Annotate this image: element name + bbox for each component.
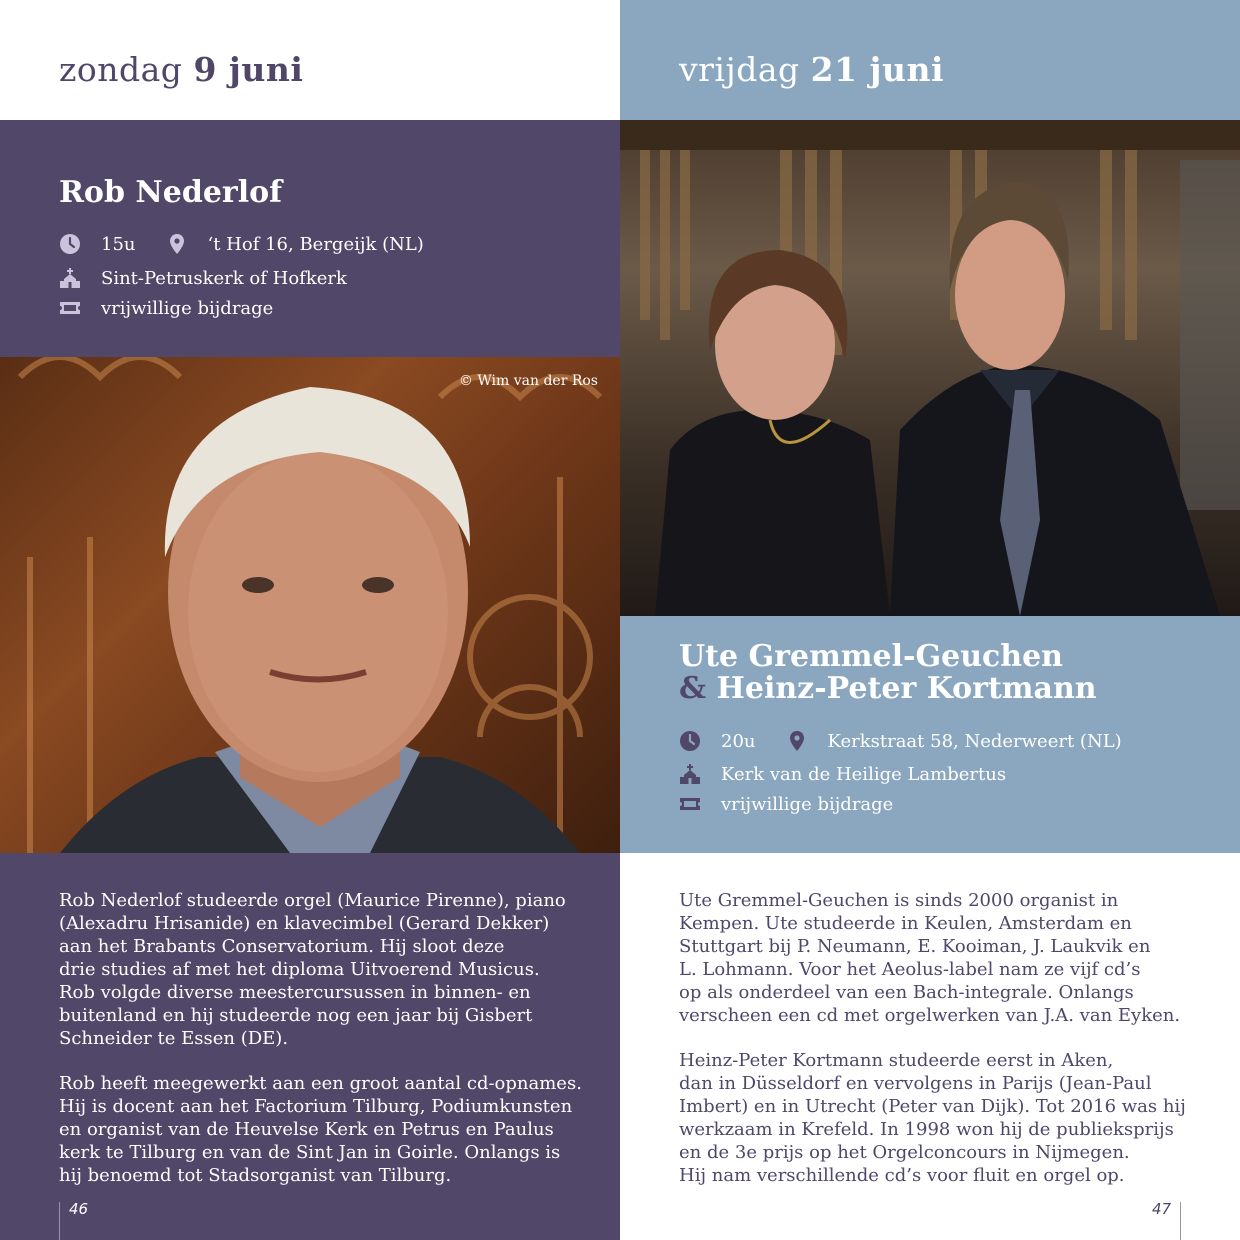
rob-nederlof-portrait [0, 357, 620, 853]
left-bio-block [0, 853, 620, 1240]
left-venue-row [59, 265, 347, 291]
right-venue: Kerk van de Heilige Lambertus [721, 763, 1007, 785]
clock-icon [59, 233, 81, 255]
ticket-icon [679, 793, 701, 815]
location-pin-icon [166, 233, 188, 255]
right-bio-paragraph-2: Heinz-Peter Kortmann studeerde eerst in Aken, dan in Düsseldorf en vervolgens in Parijs (Jean-Paul Imbert) en in Utrecht (Peter van Dijk). Tot 2016 was hij werkzaam in Krefeld. In 1998 won hij de publieksprijs en de 3e prijs op het Orgelconcours in Nijmegen. Hij nam verschillende cd’s voor fluit en orgel op. [679, 1050, 1186, 1186]
left-date: zondag 9 juni [59, 50, 304, 89]
left-address: ‘t Hof 16, Bergeijk (NL) [207, 233, 424, 255]
right-performer-1: Ute Gremmel-Geuchen [679, 639, 1063, 674]
clock-icon [679, 730, 701, 752]
duo-photo [620, 120, 1240, 616]
right-page-number: 47 [1152, 1200, 1172, 1218]
ampersand: & [679, 671, 707, 706]
right-date: vrijdag 21 juni [679, 50, 945, 89]
left-bio-paragraph-2: Rob heeft meegewerkt aan een groot aantal cd-opnames. Hij is docent aan het Factorium Tilburg, Podiumkunsten en organist van de Heuvelse Kerk en Petrus en Paulus kerk te Tilburg en van de Sint Jan in Goirle. Onlangs is hij benoemd tot Stadsorganist van Tilburg. [59, 1073, 582, 1186]
left-concert-info [0, 120, 620, 357]
left-entry-row [59, 295, 273, 321]
duo-portrait [620, 120, 1240, 616]
left-time: 15u [101, 233, 136, 255]
right-entry-row [679, 791, 893, 817]
right-page-rule [1180, 1202, 1181, 1240]
right-time: 20u [721, 730, 756, 752]
left-page-number: 46 [69, 1200, 89, 1218]
right-time-location-row [679, 728, 1122, 754]
church-icon [59, 267, 81, 289]
ticket-icon [59, 297, 81, 319]
right-bio-block [620, 853, 1240, 1240]
right-performer-2: Heinz-Peter Kortmann [716, 671, 1097, 706]
right-venue-row [679, 761, 1006, 787]
left-bio-paragraph-1: Rob Nederlof studeerde orgel (Maurice Pirenne), piano (Alexadru Hrisanide) en klavecimbel (Gerard Dekker) aan het Brabants Conservatorium. Hij sloot deze drie studies af met het diploma Uitvoerend Musicus. Rob volgde diverse meestercursussen in binnen- en buitenland en hij studeerde nog een jaar bij Gisbert Schneider te Essen (DE). [59, 890, 566, 1049]
left-date-header [0, 0, 620, 120]
left-performer-title: Rob Nederlof [59, 175, 283, 210]
photo-credit: © Wim van der Ros [458, 373, 598, 389]
church-icon [679, 763, 701, 785]
left-entry: vrijwillige bijdrage [101, 297, 274, 319]
rob-nederlof-photo [0, 357, 620, 853]
left-time-location-row [59, 231, 424, 257]
right-performer-2-line [679, 672, 1097, 706]
left-venue: Sint-Petruskerk of Hofkerk [101, 267, 347, 289]
right-bio-paragraph-1: Ute Gremmel-Geuchen is sinds 2000 organist in Kempen. Ute studeerde in Keulen, Amsterdam en Stuttgart bij P. Neumann, E. Kooiman, J. Laukvik en L. Lohmann. Voor het Aeolus-label nam ze vijf cd’s op als onderdeel van een Bach-integrale. Onlangs verscheen een cd met orgelwerken van J.A. van Eyken. [679, 890, 1181, 1026]
location-pin-icon [786, 730, 808, 752]
right-concert-info [620, 616, 1240, 853]
left-page-rule [59, 1202, 60, 1240]
right-date-header [620, 0, 1240, 120]
right-entry: vrijwillige bijdrage [721, 793, 894, 815]
right-address: Kerkstraat 58, Nederweert (NL) [827, 730, 1122, 752]
